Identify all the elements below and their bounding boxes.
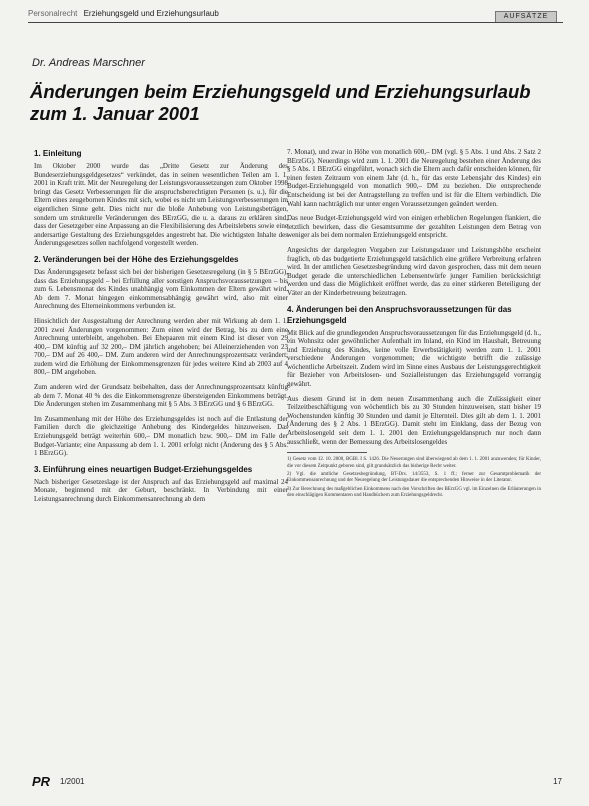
section-1-title: 1. Einleitung — [34, 149, 82, 158]
footnote-rule — [287, 452, 367, 453]
header-rule — [28, 22, 563, 23]
paragraph: Zum anderen wird der Grundsatz beibehalten, dass der Anrechnungsprozentsatz künftig ab dem 7. Monat 40 % des die Einkommensgrenze übersteigenden Einkommens beträgt. Die Änderungen stehen im Zusammenhang mit § 5 Abs. 3 BErzGG und § 6 BErzGG. — [34, 383, 288, 409]
footnote: 3) Zur Berechnung des maßgeblichen Einkommens nach den Vorschriften des BErzGG vgl. im Einzelnen die Erläuterungen in den einschlägigen Kommentaren und Handbüchern zum Erziehungsgeldrecht. — [287, 486, 541, 499]
running-head — [28, 9, 219, 18]
article-title: Änderungen beim Erziehungsgeld und Erziehungsurlaub zum 1. Januar 2001 — [30, 81, 531, 124]
journal-logo: PR — [32, 774, 51, 789]
paragraph: Nach bisheriger Gesetzeslage ist der Anspruch auf das Erziehungsgeld auf maximal 24 Monate, beginnend mit der Geburt, beschränkt. In Verbindung mit einer Leistungsanrechnung durch Einkommensanrechnung ab dem — [34, 477, 288, 503]
issue-number: 1/2001 — [60, 777, 85, 786]
footnote: 2) Vgl. die amtliche Gesetzesbegründung, BT-Drs. 14/3553, S. 1 ff.; ferner zur Gesamtproblematik der Einkommensanrechnung und der Neuregelung der Leistungsdauer die entsprechenden Hinweise in der Literatur. — [287, 472, 541, 484]
page-footer — [32, 774, 562, 788]
section-badge: AUFSÄTZE — [495, 11, 557, 23]
paragraph: Aus diesem Grund ist in dem neuen Zusammenhang auch die Zulässigkeit einer Teilzeitbeschäftigung von wöchentlich bis zu 30 Stunden hinzuweisen, statt bisher 19 Wochenstunden künftig 30 Stunden und damit je Elternteil. Dies gilt ab dem 1. 1. 2001 (Änderung des § 2 Abs. 1 BErzGG). Damit steht im Einklang, dass der Bezug von Arbeitslosengeld seit dem 1. 1. 2001 den Erziehungsgeldanspruch nur noch dann ausschließt, wenn der Bemessung des Arbeitslosengeldes — [287, 394, 541, 446]
running-title: Erziehungsgeld und Erziehungsurlaub — [83, 9, 219, 18]
journal-name: Personalrecht — [28, 9, 78, 18]
right-column — [287, 148, 541, 502]
author: Dr. Andreas Marschner — [32, 57, 145, 69]
left-column — [34, 148, 288, 510]
paragraph: Im Oktober 2000 wurde das „Dritte Gesetz zur Änderung des Bundeserziehungsgeldgesetzes“ verkündet, das in seinen wesentlichen Teilen am 1. 1. 2001 in Kraft tritt. Mit der Neuregelung der Leistungsvoraussetzungen zum Oktober 1998 bringt das Gesetz Verbesserungen für die anspruchsberechtigten Personen (s. u.), für die Eltern eines zeugebornen Kindes mit sich, wobei es nicht um Leistungsverbesserungen im eigentlichen Sinne geht. Dies nicht nur die bloße Anhebung von Leistungsbeträgen, sondern um strukturelle Veränderungen des BErzGG, die u. a. daraus zu erklären sind, dass der Gesetzgeber eine Anpassung an die Flexibilisierung des Arbeitslebens sowie eine andersartige Gestaltung des Erziehungsgeldes angestrebt hat. Die wichtigsten Inhalte des Änderungsgesetzes sollen nachfolgend vorgestellt werden. — [34, 162, 288, 248]
paragraph: Angesichts der dargelegten Vorgaben zur Leistungsdauer und Leistungshöhe erscheint fraglich, ob das budgetierte Erziehungsgeld tatsächlich eine größere Verbreitung erfahren wird. In der amtlichen Gesetzesbegründung wird davon gesprochen, dass mit dem neuen Budget gerade die unterschiedlichen Lebensentwürfe junger Familien berücksichtigt werden und dass die Möglichkeit eröffnet werde, das zu einer stärkeren Beteiligung der Väter an der Kinderbetreuung beizutragen. — [287, 245, 541, 297]
paragraph: Im Zusammenhang mit der Höhe des Erziehungsgeldes ist noch auf die Entlastung der Familien durch die gleichzeitige Anhebung des Kindergeldes hinzuweisen. Das Erziehungsgeld beträgt weiterhin 600,– DM monatlich bzw. 900,– DM im Falle der Budget-Variante; eine Anpassung ab dem 1. 1. 2001 erfolgt nicht (Änderung des § 5 Abs. 1 BErzGG). — [34, 414, 288, 458]
paragraph: Das neue Budget-Erziehungsgeld wird von einigen erheblichen Regelungen flankiert, die letztlich bewirken, dass die Gesamtsumme der gezahlten Leistungen dem Betrag von weniger als bei dem normalen Erziehungsgeld entspricht. — [287, 214, 541, 240]
paragraph: 7. Monat), und zwar in Höhe von monatlich 600,– DM (vgl. § 5 Abs. 1 und Abs. 2 Satz 2 BErzGG). Neuerdings wird zum 1. 1. 2001 die Neuregelung bestehen einer Änderung des § 5 Abs. 1 BErzGG eingeführt, wonach sich die Eltern auch dafür entscheiden können, für einen festen Zeitraum von einem Jahr (d. h., für das erste Lebensjahr des Kindes) ein Budget-Erziehungsgeld von monatlich 900,– DM zu beziehen. Die entsprechende Entscheidung ist bei der Antragstellung zu treffen und ist für die Eltern verbindlich. Die Wahl kann nachträglich nur unter engen Voraussetzungen geändert werden. — [287, 148, 541, 208]
paragraph: Das Änderungsgesetz befasst sich bei der bisherigen Gesetzesregelung (in § 5 BErzGG), dass das Erziehungsgeld – bei Erfüllung aller sonstigen Anspruchsvoraussetzungen – bis zum 6. Lebensmonat des Kindes unabhängig vom Einkommen der Eltern gewährt wird. Ab dem 7. Monat hingegen einkommensabhängig gewährt wird, also mit einer Anrechnung des Elterneinkommens verbunden ist. — [34, 267, 288, 311]
page-number: 17 — [553, 777, 562, 786]
section-3-title: 3. Einführung eines neuartigen Budget-Erziehungsgeldes — [34, 464, 253, 474]
paragraph: Hinsichtlich der Ausgestaltung der Anrechnung werden aber mit Wirkung ab dem 1. 1. 2001 zwei Änderungen vorgenommen: Zum einen wird der Betrag, bis zu dem eine Anrechnung unterbleibt, angehoben. Bei Ehepaaren mit einem Kind ist dieser von 29 400,– DM künftig auf 32 200,– DM jährlich angehoben; bei Alleinerziehenden von 23 700,– DM auf 26 400,– DM. Zum anderen wird der Anrechnungsprozentsatz verändert; zudem wird die Erhöhung der Einkommensgrenzen für jedes weitere Kind ab 2003 auf 4 800,– DM angehoben. — [34, 316, 288, 377]
footnote: 1) Gesetz vom 12. 10. 2000, BGBl. I S. 1426. Die Neuerungen sind überwiegend ab dem 1. 1. 2001 anzuwenden; für Kinder, die vor diesem Zeitpunkt geboren sind, gilt grundsätzlich das bisherige Recht weiter. — [287, 457, 541, 469]
section-4-title: 4. Änderungen bei den Anspruchsvoraussetzungen für das Erziehungsgeld — [287, 304, 512, 325]
paragraph: Mit Blick auf die grundlegenden Anspruchsvoraussetzungen für das Erziehungsgeld (d. h., ein Wohnsitz oder gewöhnlicher Aufenthalt im Inland, ein Kind im Haushalt, Betreuung und Erziehung des Kindes, keine volle Erwerbstätigkeit) werden zum 1. 1. 2001 verschiedene Änderungen vorgenommen; die wichtigste betrifft die zulässige wöchentliche Arbeitszeit. Zudem wird im Sinne eines Ausbaus der Leistungsgerechtigkeit für Bezieher von Arbeitslosen- und Sozialleistungen das Erziehungsgeld vorrangig gewährt. — [287, 328, 541, 389]
section-2-title: 2. Veränderungen bei der Höhe des Erziehungsgeldes — [34, 254, 239, 264]
